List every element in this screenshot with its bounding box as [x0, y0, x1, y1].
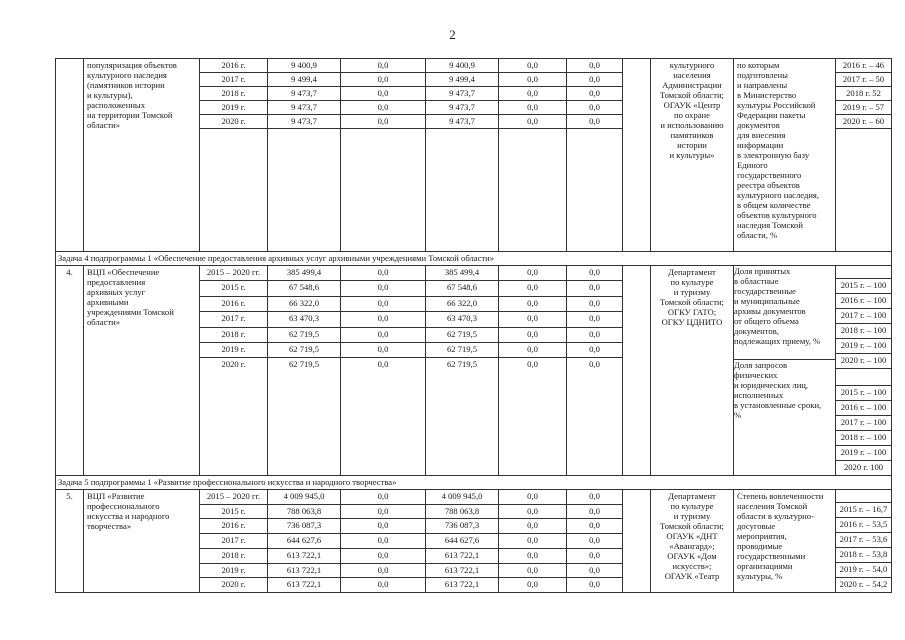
total-cell: 4 009 945,0 — [268, 490, 341, 505]
section-heading-row — [56, 252, 892, 266]
extra-cell: 0,0 — [567, 87, 623, 101]
blank-cell — [623, 59, 651, 252]
section-heading: Задача 5 подпрограммы 1 «Развитие профессионального искусства и народного творчества» — [56, 476, 892, 490]
regional-cell: 62 719,5 — [426, 358, 499, 476]
extra-cell: 0,0 — [567, 358, 623, 476]
total-cell: 9 400,9 — [268, 59, 341, 73]
total-cell: 788 063,8 — [268, 504, 341, 519]
federal-cell: 0,0 — [341, 101, 426, 115]
local-cell: 0,0 — [499, 342, 567, 357]
table-body — [56, 59, 892, 593]
indicator-cell: Степень вовлеченности населения Томской области в культурно- досуговые мероприятия, проводимые государственными организациями культуры, % — [734, 490, 836, 593]
regional-cell: 613 722,1 — [426, 578, 499, 593]
extra-cell: 0,0 — [567, 490, 623, 505]
regional-cell: 788 063,8 — [426, 504, 499, 519]
local-cell: 0,0 — [499, 358, 567, 476]
federal-cell: 0,0 — [341, 73, 426, 87]
regional-cell: 613 722,1 — [426, 548, 499, 563]
value-cell: 2017 г. – 53,6 — [836, 533, 891, 548]
federal-cell: 0,0 — [341, 519, 426, 534]
value-cell: 2019 г. – 100 — [836, 339, 891, 354]
extra-cell: 0,0 — [567, 312, 623, 327]
value-cell: 2020 г. – 100 — [836, 354, 891, 369]
total-cell: 385 499,4 — [268, 266, 341, 281]
value-cell: 2018 г. – 53,8 — [836, 548, 891, 563]
regional-cell: 9 473,7 — [426, 101, 499, 115]
local-cell: 0,0 — [499, 519, 567, 534]
extra-cell: 0,0 — [567, 534, 623, 549]
federal-cell: 0,0 — [341, 490, 426, 505]
year-cell: 2015 г. — [200, 504, 268, 519]
regional-cell: 9 400,9 — [426, 59, 499, 73]
total-cell: 9 473,7 — [268, 115, 341, 129]
federal-cell: 0,0 — [341, 59, 426, 73]
federal-cell: 0,0 — [341, 296, 426, 311]
value-cell — [836, 369, 891, 386]
year-cell: 2019 г. — [200, 342, 268, 357]
total-cell: 67 548,6 — [268, 281, 341, 296]
program-table — [55, 58, 892, 593]
extra-cell: 0,0 — [567, 578, 623, 593]
value-cell: 2020 г. – 54,2 — [839, 579, 888, 589]
regional-cell: 4 009 945,0 — [426, 490, 499, 505]
indicator-stack — [734, 266, 836, 476]
blank-cell — [623, 490, 651, 593]
local-cell: 0,0 — [499, 578, 567, 593]
extra-cell: 0,0 — [567, 281, 623, 296]
local-cell: 0,0 — [499, 504, 567, 519]
federal-cell: 0,0 — [341, 504, 426, 519]
regional-cell: 63 470,3 — [426, 312, 499, 327]
federal-cell: 0,0 — [341, 87, 426, 101]
regional-cell: 66 322,0 — [426, 296, 499, 311]
value-cell: 2016 г. – 53,5 — [836, 518, 891, 533]
regional-cell: 9 473,7 — [426, 87, 499, 101]
federal-cell: 0,0 — [341, 312, 426, 327]
value-cell: 2018 г. 52 — [836, 87, 892, 101]
regional-cell — [426, 129, 499, 252]
total-cell: 62 719,5 — [268, 342, 341, 357]
value-cell: 2017 г. – 100 — [836, 309, 891, 324]
federal-cell: 0,0 — [341, 563, 426, 578]
year-cell: 2016 г. — [200, 296, 268, 311]
regional-cell: 385 499,4 — [426, 266, 499, 281]
local-cell: 0,0 — [499, 312, 567, 327]
year-cell: 2017 г. — [200, 312, 268, 327]
year-cell: 2015 г. — [200, 281, 268, 296]
federal-cell — [341, 129, 426, 252]
value-cell: 2016 г. – 100 — [836, 401, 891, 416]
local-cell: 0,0 — [499, 548, 567, 563]
extra-cell: 0,0 — [567, 519, 623, 534]
regional-cell: 644 627,6 — [426, 534, 499, 549]
federal-cell: 0,0 — [341, 578, 426, 593]
year-cell: 2016 г. — [200, 519, 268, 534]
total-cell: 644 627,6 — [268, 534, 341, 549]
local-cell: 0,0 — [499, 490, 567, 505]
total-cell: 613 722,1 — [268, 578, 341, 593]
year-cell: 2018 г. — [200, 548, 268, 563]
values-5 — [836, 490, 891, 592]
extra-cell: 0,0 — [567, 548, 623, 563]
executor-cell: культурного населения Администрации Томской области; ОГАУК «Центр по охране и использованию памятников истории и культуры» — [651, 59, 734, 252]
values-stack — [836, 266, 892, 476]
name-cell: популяризация объектов культурного наследия (памятников истории и культуры), расположенных на территории Томской области» — [84, 59, 200, 252]
year-cell: 2015 – 2020 гг. — [200, 266, 268, 281]
local-cell: 0,0 — [499, 59, 567, 73]
federal-cell: 0,0 — [341, 358, 426, 476]
local-cell: 0,0 — [499, 101, 567, 115]
year-cell: 2020 г. — [200, 115, 268, 129]
name-cell: ВЦП «Развитие профессионального искусства и народного творчества» — [84, 490, 200, 593]
extra-cell — [567, 129, 623, 252]
value-cell: 2016 г. – 100 — [836, 294, 891, 309]
section-heading: Задача 4 подпрограммы 1 «Обеспечение предоставления архивных услуг архивными учреждениями Томской области» — [56, 252, 892, 266]
executor-cell: Департамент по культуре и туризму Томской области; ОГКУ ГАТО; ОГКУ ЦДНИТО — [651, 266, 734, 476]
year-cell: 2020 г. — [200, 358, 268, 476]
total-cell: 62 719,5 — [268, 327, 341, 342]
values-1 — [836, 266, 891, 475]
local-cell: 0,0 — [499, 115, 567, 129]
total-cell — [268, 129, 341, 252]
year-cell: 2015 – 2020 гг. — [200, 490, 268, 505]
extra-cell: 0,0 — [567, 327, 623, 342]
total-cell: 9 473,7 — [268, 87, 341, 101]
federal-cell: 0,0 — [341, 115, 426, 129]
year-cell: 2019 г. — [200, 101, 268, 115]
value-cell: 2019 г. – 57 — [836, 101, 892, 115]
regional-cell: 67 548,6 — [426, 281, 499, 296]
year-cell: 2017 г. — [200, 73, 268, 87]
num-cell: 4. — [56, 266, 84, 476]
value-cell: 2019 г. – 54,0 — [836, 563, 891, 578]
extra-cell: 0,0 — [567, 266, 623, 281]
regional-cell: 736 087,3 — [426, 519, 499, 534]
local-cell: 0,0 — [499, 281, 567, 296]
local-cell — [499, 129, 567, 252]
total-cell: 66 322,0 — [268, 296, 341, 311]
total-cell: 9 473,7 — [268, 101, 341, 115]
federal-cell: 0,0 — [341, 548, 426, 563]
value-cell — [836, 266, 891, 279]
table-row — [56, 266, 892, 281]
extra-cell: 0,0 — [567, 342, 623, 357]
table-row — [56, 490, 892, 505]
local-cell: 0,0 — [499, 296, 567, 311]
regional-cell: 62 719,5 — [426, 327, 499, 342]
value-cell — [836, 490, 891, 503]
value-cell: 2017 г. – 100 — [836, 416, 891, 431]
indicator-1: Доля принятых в областные государственные и муниципальные архивы документов от общего объема документов, подлежащих приему, % — [734, 266, 835, 360]
year-cell: 2017 г. — [200, 534, 268, 549]
value-cell: 2017 г. – 50 — [836, 73, 892, 87]
total-cell: 613 722,1 — [268, 548, 341, 563]
value-cell: 2020 г. 100 — [843, 462, 884, 472]
regional-cell: 62 719,5 — [426, 342, 499, 357]
indicator-2: Доля запросов физических и юридических лиц, исполненных в установленные сроки, % — [734, 360, 822, 420]
extra-cell: 0,0 — [567, 296, 623, 311]
value-cell: 2020 г. – 60 — [836, 115, 892, 129]
federal-cell: 0,0 — [341, 327, 426, 342]
table-row — [56, 59, 892, 73]
federal-cell: 0,0 — [341, 281, 426, 296]
federal-cell: 0,0 — [341, 534, 426, 549]
value-cell — [836, 129, 892, 252]
num-cell: 5. — [56, 490, 84, 593]
year-cell: 2018 г. — [200, 327, 268, 342]
extra-cell: 0,0 — [567, 101, 623, 115]
year-cell: 2019 г. — [200, 563, 268, 578]
year-cell — [200, 129, 268, 252]
extra-cell: 0,0 — [567, 504, 623, 519]
value-cell: 2015 г. – 16,7 — [836, 503, 891, 518]
extra-cell: 0,0 — [567, 73, 623, 87]
federal-cell: 0,0 — [341, 342, 426, 357]
year-cell: 2016 г. — [200, 59, 268, 73]
year-cell: 2018 г. — [200, 87, 268, 101]
extra-cell: 0,0 — [567, 59, 623, 73]
num-cell — [56, 59, 84, 252]
total-cell: 62 719,5 — [268, 358, 341, 476]
value-cell: 2015 г. – 100 — [836, 386, 891, 401]
executor-cell: Департамент по культуре и туризму Томской области; ОГАУК «ДНТ «Авангард»; ОГАУК «Дом искусств»; ОГАУК «Театр — [651, 490, 734, 593]
extra-cell: 0,0 — [567, 563, 623, 578]
page-number: 2 — [449, 27, 456, 42]
local-cell: 0,0 — [499, 327, 567, 342]
value-cell: 2016 г. – 46 — [836, 59, 892, 73]
regional-cell: 9 473,7 — [426, 115, 499, 129]
local-cell: 0,0 — [499, 73, 567, 87]
local-cell: 0,0 — [499, 534, 567, 549]
total-cell: 9 499,4 — [268, 73, 341, 87]
regional-cell: 613 722,1 — [426, 563, 499, 578]
blank-cell — [623, 266, 651, 476]
value-cell: 2018 г. – 100 — [836, 431, 891, 446]
total-cell: 63 470,3 — [268, 312, 341, 327]
section-heading-row — [56, 476, 892, 490]
indicator-cell: по которым подготовлены и направлены в Министерство культуры Российской Федерации пакеты документов для внесения информации в электронную базу Единого государственного реестра объектов культурного наследия, в общем количестве объектов культурного наследия Томской области, % — [734, 59, 836, 252]
extra-cell: 0,0 — [567, 115, 623, 129]
local-cell: 0,0 — [499, 87, 567, 101]
local-cell: 0,0 — [499, 563, 567, 578]
total-cell: 736 087,3 — [268, 519, 341, 534]
name-cell: ВЦП «Обеспечение предоставления архивных услуг архивными учреждениями Томской области» — [84, 266, 200, 476]
year-cell: 2020 г. — [200, 578, 268, 593]
federal-cell: 0,0 — [341, 266, 426, 281]
local-cell: 0,0 — [499, 266, 567, 281]
total-cell: 613 722,1 — [268, 563, 341, 578]
values-stack — [836, 490, 892, 593]
value-cell: 2019 г. – 100 — [836, 446, 891, 461]
value-cell: 2018 г. – 100 — [836, 324, 891, 339]
regional-cell: 9 499,4 — [426, 73, 499, 87]
value-cell: 2015 г. – 100 — [836, 279, 891, 294]
